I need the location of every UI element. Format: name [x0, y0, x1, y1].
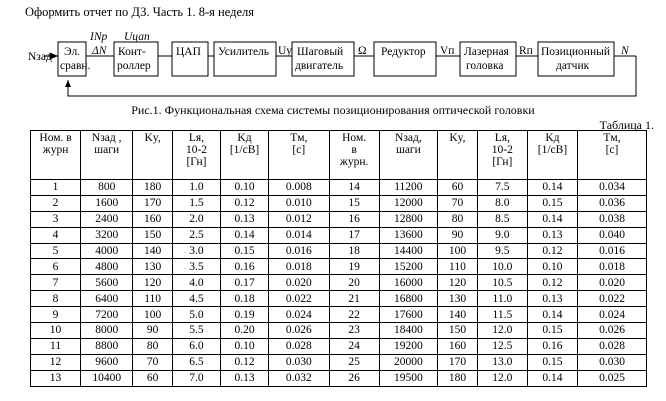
table-cell: 11.0 [477, 291, 527, 307]
table-cell: 25 [329, 354, 379, 370]
table-cell: 8000 [81, 323, 133, 339]
table-cell: 0.016 [269, 243, 330, 259]
table-cell: 8.5 [477, 211, 527, 227]
table-cell: 21 [329, 291, 379, 307]
table-cell: 0.038 [578, 211, 647, 227]
table-cell: 0.018 [269, 259, 330, 275]
column-header: Kд [1/сВ] [527, 131, 577, 180]
table-row [31, 275, 647, 291]
table-cell: 0.15 [221, 243, 269, 259]
table-cell: 0.10 [221, 180, 269, 196]
svg-text:ЦАП: ЦАП [176, 46, 201, 58]
svg-text:Конт-: Конт- [118, 46, 146, 58]
table-cell: 0.15 [527, 354, 577, 370]
table-cell: 12000 [379, 195, 437, 211]
table-cell: 17 [329, 227, 379, 243]
column-header: Ky, [438, 131, 478, 180]
table-cell: 90 [438, 227, 478, 243]
table-cell: 0.022 [578, 291, 647, 307]
table-label: Таблица 1. [599, 118, 654, 132]
table-cell: 110 [438, 259, 478, 275]
table-cell: 19500 [379, 370, 437, 386]
block-motor [292, 42, 354, 76]
table-cell: 0.15 [527, 195, 577, 211]
table-cell: 60 [438, 180, 478, 196]
table-row [31, 259, 647, 275]
svg-text:Лазерная: Лазерная [464, 46, 509, 58]
table-cell: 11200 [379, 180, 437, 196]
table-cell: 0.14 [221, 227, 269, 243]
table-cell: 4800 [81, 259, 133, 275]
column-header: Ky, [133, 131, 173, 180]
table-cell: 20 [329, 275, 379, 291]
table-cell: 80 [133, 338, 173, 354]
table-cell: 4 [31, 227, 81, 243]
table-cell: 0.20 [221, 323, 269, 339]
signal-omega: Ω [358, 45, 367, 57]
table-cell: 150 [133, 227, 173, 243]
table-cell: 5.0 [172, 307, 220, 323]
table-cell: 7.5 [477, 180, 527, 196]
svg-text:датчик: датчик [556, 60, 590, 72]
table-cell: 12.5 [477, 338, 527, 354]
svg-text:двигатель: двигатель [295, 60, 344, 72]
block-comparator [58, 42, 91, 76]
table-cell: 5 [31, 243, 81, 259]
table-cell: 8 [31, 291, 81, 307]
table-cell: 1.0 [172, 180, 220, 196]
table-cell: 5600 [81, 275, 133, 291]
table-cell: 0.16 [527, 338, 577, 354]
table-cell: 0.12 [221, 354, 269, 370]
table-cell: 0.13 [527, 227, 577, 243]
table-cell: 0.16 [221, 259, 269, 275]
table-row [31, 243, 647, 259]
table-cell: 0.030 [578, 354, 647, 370]
table-row [31, 180, 647, 196]
block-controller [114, 42, 158, 76]
table-cell: 3 [31, 211, 81, 227]
table-cell: 22 [329, 307, 379, 323]
table-cell: 1 [31, 180, 81, 196]
table-cell: 11 [31, 338, 81, 354]
table-row [31, 227, 647, 243]
table-cell: 0.018 [578, 259, 647, 275]
table-cell: 0.15 [527, 323, 577, 339]
table-cell: 0.016 [578, 243, 647, 259]
table-cell: 10400 [81, 370, 133, 386]
table-cell: 140 [438, 307, 478, 323]
table-cell: 12.0 [477, 370, 527, 386]
table-cell: 60 [133, 370, 173, 386]
column-header: Tм, [с] [269, 131, 330, 180]
table-cell: 14400 [379, 243, 437, 259]
table-cell: 150 [438, 323, 478, 339]
table-cell: 13.0 [477, 354, 527, 370]
table-cell: 6 [31, 259, 81, 275]
table-cell: 14 [329, 180, 379, 196]
table-cell: 170 [438, 354, 478, 370]
table-cell: 0.12 [221, 195, 269, 211]
table-cell: 10.0 [477, 259, 527, 275]
table-cell: 180 [133, 180, 173, 196]
svg-text:сравн.: сравн. [60, 60, 91, 72]
page-title: Оформить отчет по ДЗ. Часть 1. 8-я неделя [25, 5, 254, 19]
table-cell: 9.0 [477, 227, 527, 243]
table-cell: 26 [329, 370, 379, 386]
signal-n-out: N [621, 45, 629, 57]
table-cell: 2.0 [172, 211, 220, 227]
table-cell: 4000 [81, 243, 133, 259]
table-cell: 18 [329, 243, 379, 259]
table-row [31, 307, 647, 323]
table-cell: 800 [81, 180, 133, 196]
table-cell: 0.030 [269, 354, 330, 370]
table-cell: 100 [133, 307, 173, 323]
table-cell: 12.0 [477, 323, 527, 339]
table-cell: 0.14 [527, 307, 577, 323]
table-cell: 0.13 [221, 370, 269, 386]
table-cell: 0.028 [269, 338, 330, 354]
table-cell: 180 [438, 370, 478, 386]
table-cell: 10.5 [477, 275, 527, 291]
table-cell: 24 [329, 338, 379, 354]
table-cell: 15 [329, 195, 379, 211]
table-cell: 0.020 [578, 275, 647, 291]
table-cell: 19 [329, 259, 379, 275]
signal-delta-n: ΔN [92, 45, 107, 57]
table-cell: 6.0 [172, 338, 220, 354]
table-cell: 16 [329, 211, 379, 227]
table-cell: 17600 [379, 307, 437, 323]
table-cell: 13600 [379, 227, 437, 243]
svg-text:Редуктор: Редуктор [381, 46, 426, 58]
table-cell: 0.026 [578, 323, 647, 339]
column-header: Tм, [с] [578, 131, 647, 180]
table-cell: 9600 [81, 354, 133, 370]
table-cell: 90 [133, 323, 173, 339]
table-cell: 23 [329, 323, 379, 339]
table-cell: 130 [438, 291, 478, 307]
table-cell: 8800 [81, 338, 133, 354]
table-cell: 13 [31, 370, 81, 386]
table-cell: 4.0 [172, 275, 220, 291]
table-cell: 15200 [379, 259, 437, 275]
table-cell: 0.036 [578, 195, 647, 211]
table-cell: 12 [31, 354, 81, 370]
table-cell: 120 [438, 275, 478, 291]
table-cell: 1600 [81, 195, 133, 211]
table-cell: 0.040 [578, 227, 647, 243]
table-cell: 6.5 [172, 354, 220, 370]
column-header: Lя, 10-2 [Гн] [477, 131, 527, 180]
table-cell: 10 [31, 323, 81, 339]
table-cell: 7.0 [172, 370, 220, 386]
table-cell: 7200 [81, 307, 133, 323]
table-cell: 0.014 [269, 227, 330, 243]
table-cell: 130 [133, 259, 173, 275]
table-cell: 0.12 [527, 243, 577, 259]
table-cell: 11.5 [477, 307, 527, 323]
table-cell: 7 [31, 275, 81, 291]
table-cell: 0.18 [221, 291, 269, 307]
signal-u-cap: Uцап [124, 31, 150, 43]
table-row [31, 195, 647, 211]
table-cell: 0.032 [269, 370, 330, 386]
table-cell: 0.17 [221, 275, 269, 291]
block-laser [460, 42, 516, 76]
table-cell: 16000 [379, 275, 437, 291]
table-cell: 110 [133, 291, 173, 307]
table-header-row [31, 131, 647, 180]
table-cell: 0.012 [269, 211, 330, 227]
table-cell: 16800 [379, 291, 437, 307]
data-table [30, 130, 647, 387]
block-sensor [538, 42, 614, 76]
column-header: Ном. в журн [31, 131, 81, 180]
column-header: Ном. в журн. [329, 131, 379, 180]
column-header: Nзад, шаги [379, 131, 437, 180]
table-cell: 0.026 [269, 323, 330, 339]
column-header: Kд [1/сВ] [221, 131, 269, 180]
table-cell: 9.5 [477, 243, 527, 259]
table-cell: 0.12 [527, 275, 577, 291]
svg-text:Позиционный: Позиционный [541, 46, 610, 58]
table-cell: 160 [133, 211, 173, 227]
table-cell: 0.19 [221, 307, 269, 323]
table-cell: 70 [438, 195, 478, 211]
signal-u-y: Uу [278, 45, 293, 57]
block-reducer [374, 42, 436, 76]
table-cell: 140 [133, 243, 173, 259]
table-row [31, 354, 647, 370]
table-row [31, 323, 647, 339]
table-cell: 0.008 [269, 180, 330, 196]
table-cell: 160 [438, 338, 478, 354]
table-cell: 120 [133, 275, 173, 291]
table-cell: 0.14 [527, 180, 577, 196]
column-header: Nзад , шаги [81, 131, 133, 180]
table-cell: 0.028 [578, 338, 647, 354]
svg-text:головка: головка [466, 60, 504, 72]
table-row [31, 338, 647, 354]
table-cell: 20000 [379, 354, 437, 370]
table-cell: 2.5 [172, 227, 220, 243]
table-cell: 170 [133, 195, 173, 211]
signal-r-p: Rп [519, 45, 533, 57]
column-header: Lя, 10-2 [Гн] [172, 131, 220, 180]
table-cell: 5.5 [172, 323, 220, 339]
table-cell: 0.024 [578, 307, 647, 323]
table-cell: 3200 [81, 227, 133, 243]
signal-v-p: Vп [440, 45, 455, 57]
table-cell: 8.0 [477, 195, 527, 211]
table-cell: 9 [31, 307, 81, 323]
table-cell: 0.13 [527, 291, 577, 307]
table-cell: 3.0 [172, 243, 220, 259]
table-cell: 0.13 [221, 211, 269, 227]
table-cell: 2 [31, 195, 81, 211]
table-row [31, 291, 647, 307]
table-cell: 0.14 [527, 211, 577, 227]
table-cell: 6400 [81, 291, 133, 307]
block-dac [172, 42, 208, 76]
functional-diagram [0, 30, 666, 102]
table-cell: 18400 [379, 323, 437, 339]
signal-n-r: INр [90, 31, 108, 43]
table-cell: 2400 [81, 211, 133, 227]
table-cell: 0.025 [578, 370, 647, 386]
table-cell: 12800 [379, 211, 437, 227]
block-amplifier [214, 42, 276, 76]
table-cell: 0.010 [269, 195, 330, 211]
table-cell: 1.5 [172, 195, 220, 211]
figure-caption: Рис.1. Функциональная схема системы позиционирования оптической головки [131, 103, 535, 117]
table-cell: 0.020 [269, 275, 330, 291]
table-cell: 4.5 [172, 291, 220, 307]
table-cell: 3.5 [172, 259, 220, 275]
table-cell: 100 [438, 243, 478, 259]
svg-text:роллер: роллер [117, 60, 151, 72]
table-row [31, 211, 647, 227]
table-cell: 0.022 [269, 291, 330, 307]
table-cell: 0.10 [221, 338, 269, 354]
table-cell: 70 [133, 354, 173, 370]
svg-text:Шаговый: Шаговый [297, 46, 344, 58]
table-row [31, 370, 647, 386]
table-cell: 19200 [379, 338, 437, 354]
table-cell: 0.034 [578, 180, 647, 196]
table-cell: 80 [438, 211, 478, 227]
svg-text:Эл.: Эл. [64, 46, 81, 58]
table-cell: 0.10 [527, 259, 577, 275]
input-label: Nзад [28, 51, 52, 63]
table-cell: 0.14 [527, 370, 577, 386]
svg-text:Усилитель: Усилитель [218, 46, 270, 58]
table-cell: 0.024 [269, 307, 330, 323]
